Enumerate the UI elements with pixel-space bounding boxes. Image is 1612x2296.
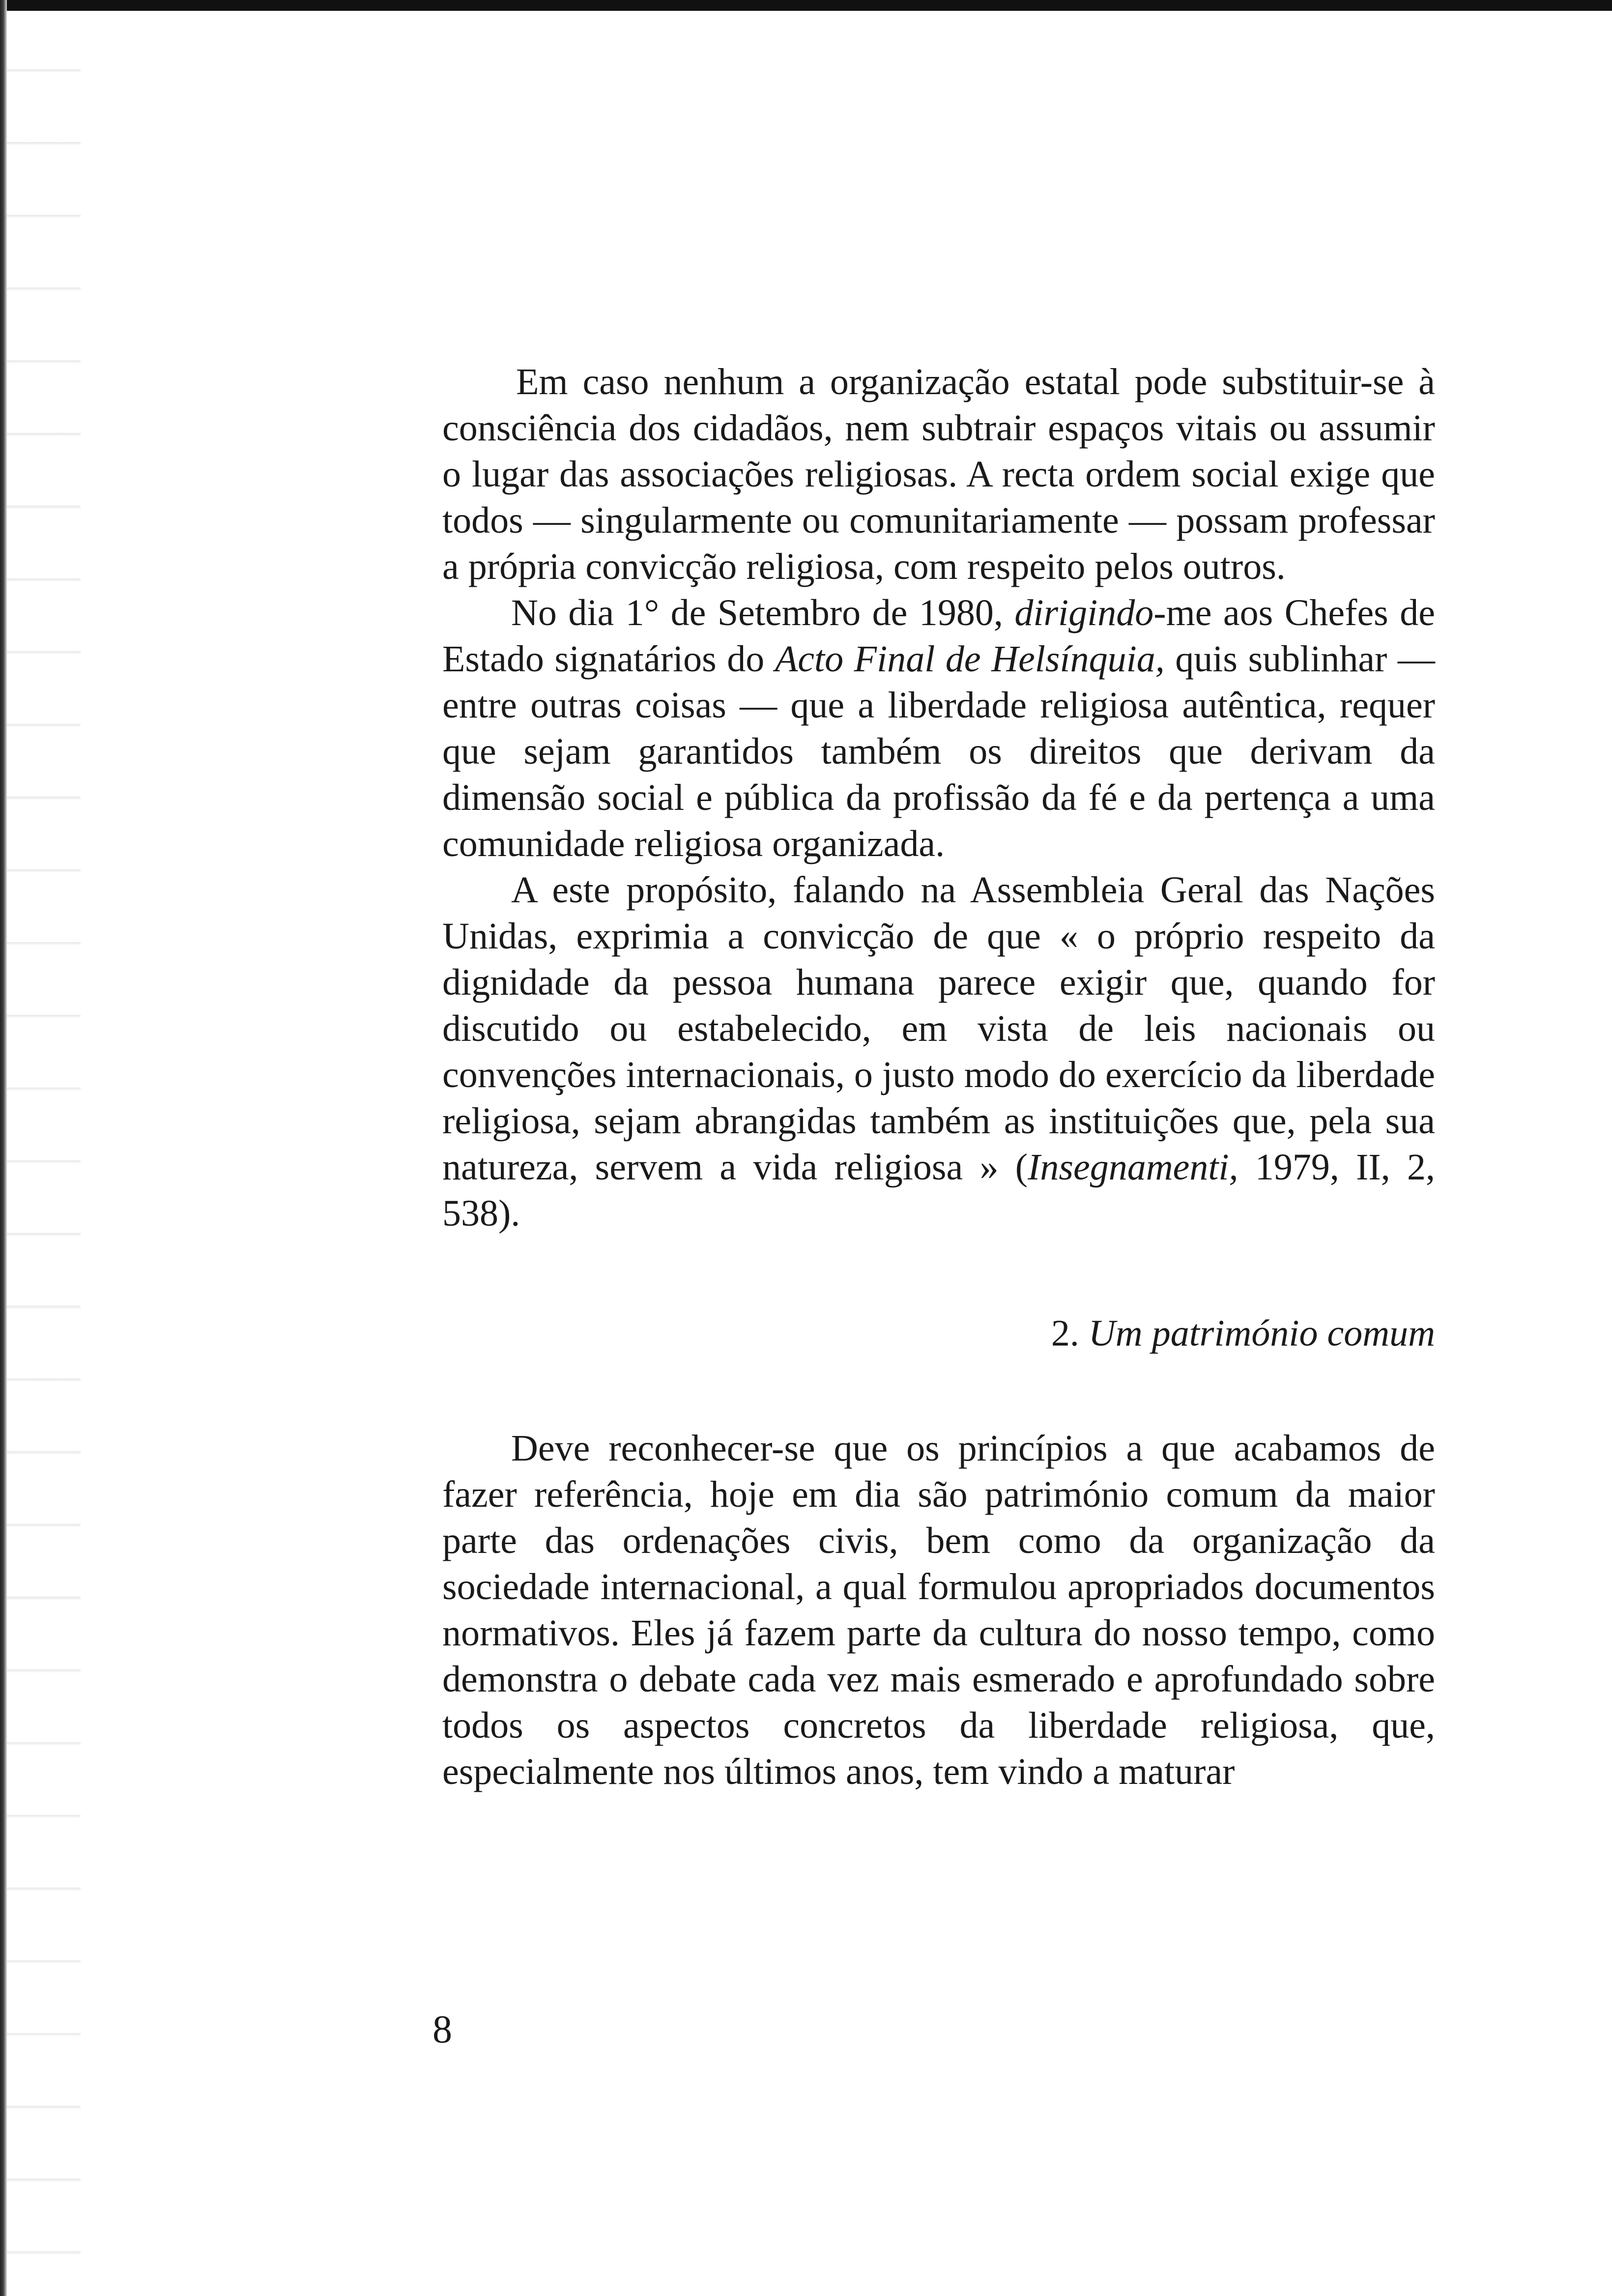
text-block-2 (442, 1425, 1435, 1795)
paragraph-1 (442, 359, 1435, 590)
paragraph-2-seg-3: -me aos Chefes de Estado signatários do (442, 592, 1435, 680)
scan-top-edge (0, 0, 1612, 11)
paragraph-3-seg-2: Insegnamenti, (1028, 1147, 1238, 1188)
paragraph-1-text: Em caso nenhum a organização estatal pode substituir-se à consciência dos cidadãos, nem subtrair espaços vitais ou assumir o lugar das associações religiosas. A recta ordem social exige que todos — singularmente ou comunitariamente — possam professar a própria convicção religiosa, com respeito pelos outros. (442, 361, 1435, 587)
section-number: 2. (1051, 1313, 1079, 1354)
paragraph-3-seg-1: A este propósito, falando na Assembleia Geral das Nações Unidas, exprimia a convicção de que « o próprio respeito da dignidade da pessoa humana parece exigir que, quando for discutido ou estabelecido, em vista de leis nacionais ou convenções internacionais, o justo modo do exercício da liberdade religiosa, sejam abrangidas também as instituições que, pela sua natureza, servem a vida religiosa » ( (442, 869, 1435, 1188)
scan-binding-edge (0, 0, 7, 2296)
page-body (442, 359, 1435, 1795)
paragraph-2-seg-4: Acto Final de Helsínquia, (775, 638, 1165, 680)
paragraph-3 (442, 867, 1435, 1236)
scan-margin-noise (7, 0, 81, 2296)
paragraph-3-seg-3: 1979, II, 2, 538). (442, 1147, 1435, 1234)
paragraph-2 (442, 590, 1435, 867)
paragraph-2-seg-2: dirigindo (1014, 592, 1154, 633)
section-heading (442, 1310, 1435, 1356)
paragraph-4-text: Deve reconhecer-se que os princípios a que acabamos de fazer referência, hoje em dia são património comum da maior parte das ordenações civis, bem como da organização da sociedade internacional, a qual formulou apropriados documentos normativos. Eles já fazem parte da cultura do nosso tempo, como demonstra o debate cada vez mais esmerado e aprofundado sobre todos os aspectos concretos da liberdade religiosa, que, especialmente nos últimos anos, tem vindo a maturar (442, 1428, 1435, 1792)
paragraph-2-seg-5: quis sublinhar — entre outras coisas — que a liberdade religiosa autêntica, requer que sejam garantidos também os direitos que derivam da dimensão social e pública da profissão da fé e da pertença a uma comunidade religiosa organizada. (442, 638, 1435, 864)
section-title: Um património comum (1088, 1313, 1435, 1354)
text-block (442, 359, 1435, 1236)
paragraph-4 (442, 1425, 1435, 1795)
paragraph-2-seg-1: No dia 1° de Setembro de 1980, (511, 592, 1015, 633)
page-number: 8 (432, 2008, 452, 2051)
